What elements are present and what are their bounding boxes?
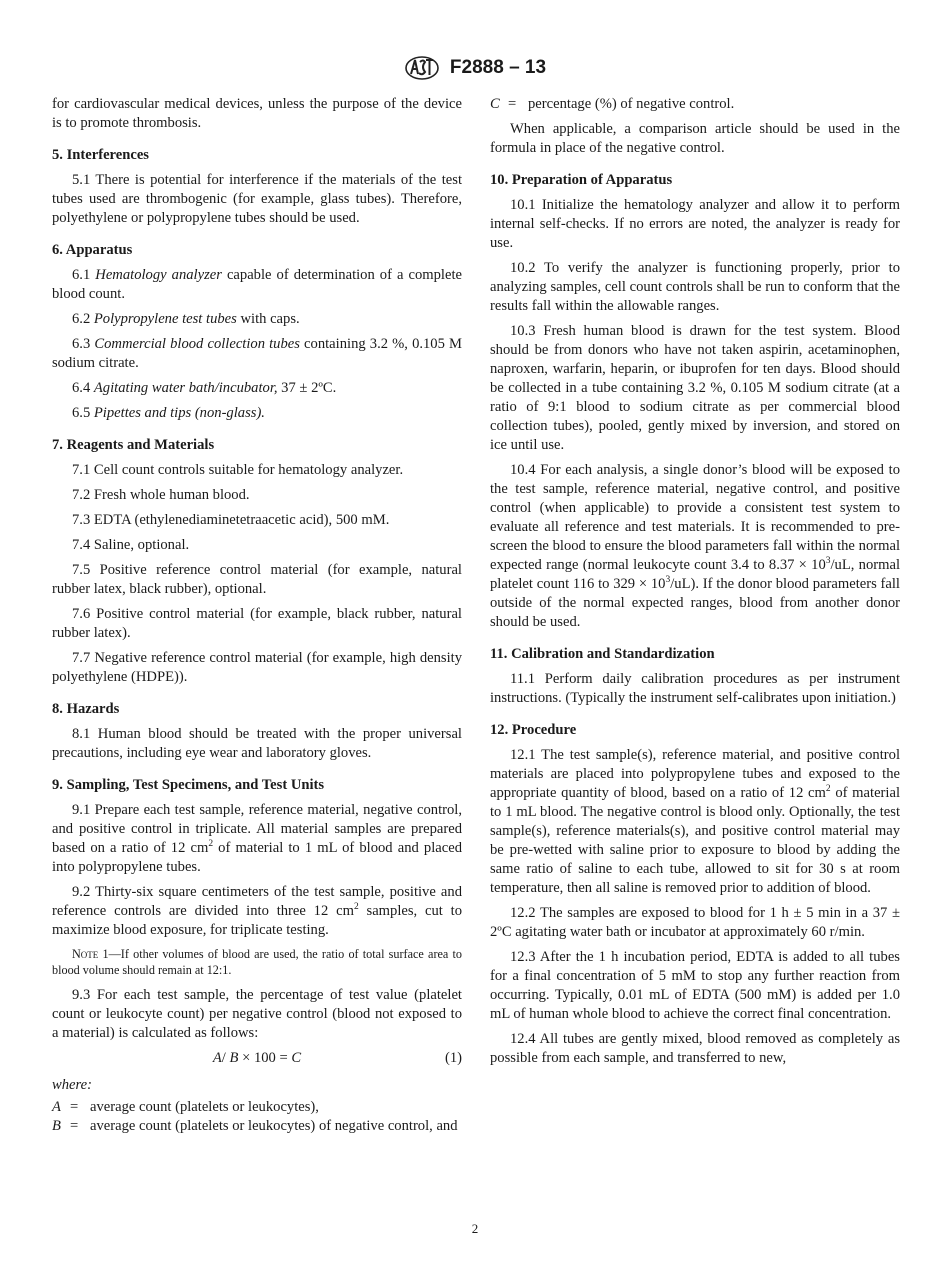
section-heading: 6. Apparatus bbox=[52, 242, 133, 258]
variable-definition bbox=[52, 1098, 462, 1117]
paragraph: 10.4 For each analysis, a single donor’s blood will be exposed to the test sample, reference material, negative control, and positive control (when applicable) to provide a consistent test system to evaluate all reference and test materials. It is recommended to pre-screen the blood to ensure the blood parameters fall within the normal expected range (normal leukocyte count 3.4 to $8.37 \times 10^3/uL$, normal platelet count 116 to $329 \times 10^3/uL$). If the donor blood parameters fall outside of the normal expected ranges, blood from another donor should be used. bbox=[490, 462, 900, 630]
variable-symbol: B bbox=[52, 1118, 61, 1134]
equation-formula: A/ B × 100 = C bbox=[212, 1050, 302, 1066]
variable-definition bbox=[490, 95, 900, 114]
variable-symbol: A bbox=[52, 1099, 61, 1115]
paragraph: 7.6 Positive control material (for example, black rubber, natural rubber latex). bbox=[52, 606, 462, 641]
astm-logo-icon bbox=[404, 54, 440, 82]
paragraph: 12.2 The samples are exposed to blood for 1 h ± 5 min in a 37 ± 2ºC agitating water bath or incubator at approximately 60 r/min. bbox=[490, 905, 900, 940]
paragraph: 6.4 Agitating water bath/incubator, 37 ± 2ºC. bbox=[72, 380, 337, 396]
section-heading: 8. Hazards bbox=[52, 701, 120, 717]
superscript: 3 bbox=[825, 556, 831, 567]
paragraph: 12.1 The test sample(s), reference material, and positive control materials are placed into polypropylene tubes and exposed to the appropriate quantity of blood, based on a ratio of 12 $cm^2$ of material to 1 mL blood. The negative control is blood only. Optionally, the test sample(s), reference materials(s), and positive control material may be pre-wetted with saline prior to exposure to blood by adding the same ratio of saline to each tube, allowed to sit for 30 s at room temperature, then all saline is removed prior to addition of blood. bbox=[490, 747, 900, 896]
superscript: 3 bbox=[665, 575, 671, 586]
paragraph: 6.5 Pipettes and tips (non-glass). bbox=[72, 405, 265, 421]
paragraph: 6.1 Hematology analyzer capable of determination of a complete blood count. bbox=[52, 267, 462, 302]
paragraph: 6.2 Polypropylene test tubes with caps. bbox=[72, 311, 300, 327]
variable-symbol: C bbox=[490, 96, 500, 112]
paragraph: 9.3 For each test sample, the percentage of test value (platelet count or leukocyte count) per negative control (blood not exposed to a material) is calculated as follows: bbox=[52, 987, 462, 1041]
paragraph: 5.1 There is potential for interference if the materials of the test tubes used are thrombogenic (for example, glass tubes). Therefore, polyethylene or polypropylene tubes should be used. bbox=[52, 172, 462, 226]
document-designation: F2888 – 13 bbox=[449, 57, 547, 78]
section-heading: 7. Reagents and Materials bbox=[52, 437, 215, 453]
italic-text: B bbox=[229, 1050, 239, 1066]
italic-text: C bbox=[291, 1050, 302, 1066]
italic-text: Pipettes and tips (non-glass). bbox=[93, 405, 265, 421]
variable-definition bbox=[52, 1117, 462, 1136]
italic-text: Polypropylene test tubes bbox=[93, 311, 237, 327]
equation bbox=[52, 1049, 462, 1068]
italic-text: Agitating water bath/incubator, bbox=[93, 380, 278, 396]
paragraph: 10.1 Initialize the hematology analyzer and allow it to perform internal self-checks. If no errors are noted, the analyzer is ready for use. bbox=[490, 197, 900, 251]
paragraph: 10.3 Fresh human blood is drawn for the test system. Blood should be from donors who have not taken aspirin, acetaminophen, naproxen, warfarin, heparin, or ibuprofen for ten days. Blood should be collected in a tube containing 3.2 %, 0.105 M sodium citrate (at a ratio of 9:1 blood to sodium citrate as per commercial blood collection tubes), pooled, gently mixed by inversion, and stored on ice until use. bbox=[490, 323, 900, 453]
note: Note 1—If other volumes of blood are used, the ratio of total surface area to blood volume should remain at 12:1. bbox=[52, 947, 462, 977]
equation-number: (1) bbox=[444, 1050, 462, 1066]
paragraph: 11.1 Perform daily calibration procedures as per instrument instructions. (Typically the instrument self-calibrates upon initiation.) bbox=[490, 671, 900, 706]
left-column bbox=[52, 95, 462, 1136]
paragraph: 7.3 EDTA (ethylenediaminetetraacetic acid), 500 mM. bbox=[72, 512, 390, 528]
paragraph: 8.1 Human blood should be treated with the proper universal precautions, including eye wear and laboratory gloves. bbox=[52, 726, 462, 761]
paragraph: 7.7 Negative reference control material (for example, high density polyethylene (HDPE)). bbox=[52, 650, 462, 685]
paragraph: 12.3 After the 1 h incubation period, EDTA is added to all tubes for a final concentration of 5 mM to stop any further reaction from occurring. Typically, 0.01 mL of EDTA (500 mM) is added per 1.0 mL of human whole blood to achieve the correct final concentration. bbox=[490, 949, 900, 1022]
section-heading: 11. Calibration and Standardization bbox=[490, 646, 715, 662]
page-header bbox=[0, 54, 950, 82]
paragraph: 7.1 Cell count controls suitable for hematology analyzer. bbox=[72, 462, 404, 478]
variable-description: average count (platelets or leukocytes) of negative control, and bbox=[90, 1118, 458, 1134]
page-number: 2 bbox=[471, 1221, 479, 1236]
paragraph: When applicable, a comparison article should be used in the formula in place of the negative control. bbox=[490, 121, 900, 156]
variable-description: percentage (%) of negative control. bbox=[528, 96, 735, 112]
paragraph: 10.2 To verify the analyzer is functioning properly, prior to analyzing samples, cell count controls shall be run to conform that the results fall within the allowable ranges. bbox=[490, 260, 900, 314]
paragraph: 7.2 Fresh whole human blood. bbox=[72, 487, 250, 503]
italic-text: Hematology analyzer bbox=[95, 267, 222, 283]
paragraph: 6.3 Commercial blood collection tubes containing 3.2 %, 0.105 M sodium citrate. bbox=[52, 336, 462, 371]
section-heading: 5. Interferences bbox=[52, 147, 149, 163]
italic-text: Commercial blood collection tubes bbox=[94, 336, 300, 352]
superscript: 2 bbox=[825, 784, 831, 795]
paragraph: 7.4 Saline, optional. bbox=[72, 537, 190, 553]
where-label: where: bbox=[52, 1077, 92, 1093]
section-heading: 10. Preparation of Apparatus bbox=[490, 172, 673, 188]
section-heading: 12. Procedure bbox=[490, 722, 577, 738]
right-column bbox=[490, 95, 900, 1074]
equals-sign: = bbox=[70, 1099, 79, 1115]
section-heading: 9. Sampling, Test Specimens, and Test Units bbox=[52, 777, 325, 793]
variable-description: average count (platelets or leukocytes), bbox=[90, 1099, 319, 1115]
equals-sign: = bbox=[70, 1118, 79, 1134]
paragraph: 9.1 Prepare each test sample, reference material, negative control, and positive control in triplicate. All material samples are prepared based on a ratio of 12 $cm^2$ of material to 1 mL of blood and placed into polypropylene tubes. bbox=[52, 802, 462, 875]
paragraph: 12.4 All tubes are gently mixed, blood removed as completely as possible from each sample, and transferred to new, bbox=[490, 1031, 900, 1066]
equals-sign: = bbox=[508, 96, 517, 112]
superscript: 2 bbox=[353, 902, 359, 913]
superscript: 2 bbox=[208, 839, 214, 850]
paragraph: 7.5 Positive reference control material (for example, natural rubber latex, black rubber), optional. bbox=[52, 562, 462, 597]
paragraph: 9.2 Thirty-six square centimeters of the test sample, positive and reference controls are divided into three 12 $cm^2$ samples, cut to maximize blood exposure, for triplicate testing. bbox=[52, 884, 463, 938]
italic-text: A bbox=[212, 1050, 222, 1066]
note-label: Note 1 bbox=[72, 947, 109, 961]
paragraph: for cardiovascular medical devices, unless the purpose of the device is to promote thrombosis. bbox=[52, 96, 462, 131]
